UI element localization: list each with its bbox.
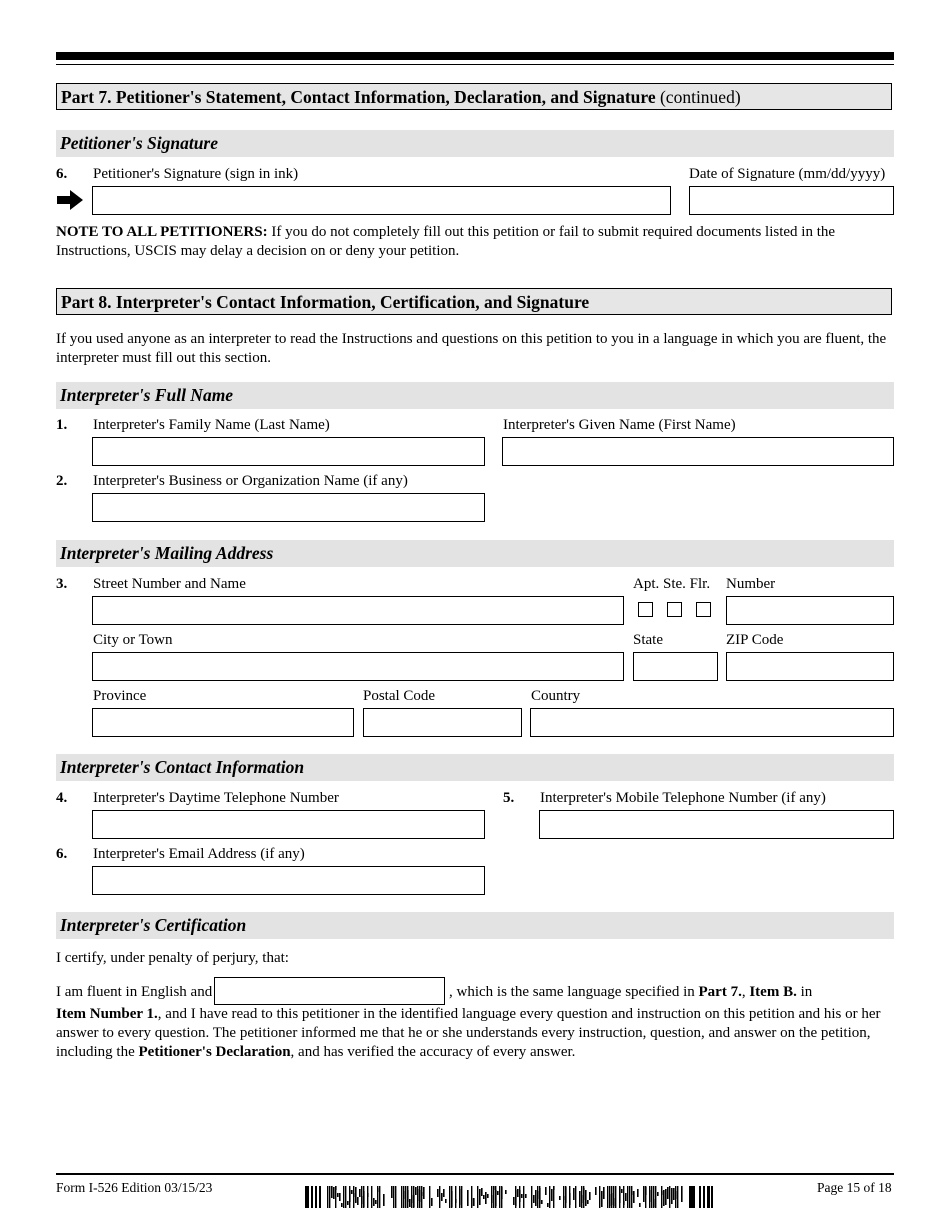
daytime-phone-label: Interpreter's Daytime Telephone Number: [93, 790, 339, 806]
mobile-phone-label: Interpreter's Mobile Telephone Number (if any): [540, 790, 826, 806]
interpreter-mailing-address-section: Interpreter's Mailing Address: [56, 540, 894, 567]
interpreter-full-name-section: Interpreter's Full Name: [56, 382, 894, 409]
apt-number-field[interactable]: [726, 596, 894, 625]
mobile-phone-field[interactable]: [539, 810, 894, 839]
item-5-number: 5.: [503, 790, 515, 806]
date-of-signature-field[interactable]: [689, 186, 894, 215]
part8-header: [56, 288, 892, 315]
petitioner-signature-field[interactable]: [92, 186, 671, 215]
interpreter-contact-section: Interpreter's Contact Information: [56, 754, 894, 781]
footer-rule: [56, 1173, 894, 1175]
street-label: Street Number and Name: [93, 576, 246, 592]
item-2-number: 2.: [56, 473, 68, 489]
email-label: Interpreter's Email Address (if any): [93, 846, 305, 862]
city-field[interactable]: [92, 652, 624, 681]
note-text: If you do not completely fill out this petition or fail to submit required documents listed in the Instructions, USCIS may delay a decision on or deny your petition.: [56, 224, 836, 259]
form-edition: Form I-526 Edition 03/15/23: [56, 1180, 213, 1195]
apt-checkbox[interactable]: [638, 602, 653, 617]
part7-header-title: Part 7. Petitioner's Statement, Contact Information, Declaration, and Signature: [61, 87, 656, 107]
certify-line: I certify, under penalty of perjury, that:: [56, 950, 289, 966]
postal-code-label: Postal Code: [363, 688, 436, 704]
family-name-label: Interpreter's Family Name (Last Name): [93, 417, 330, 433]
apt-ste-flr-label: Apt. Ste. Flr.: [633, 576, 711, 592]
country-field[interactable]: [530, 708, 894, 737]
certification-paragraph: [56, 1005, 896, 1062]
ste-checkbox[interactable]: [667, 602, 682, 617]
state-label: State: [633, 632, 663, 648]
street-field[interactable]: [92, 596, 624, 625]
item-1-number: 1.: [56, 417, 68, 433]
zip-field[interactable]: [726, 652, 894, 681]
daytime-phone-field[interactable]: [92, 810, 485, 839]
petitioner-signature-section: Petitioner's Signature: [56, 130, 894, 157]
arrow-right-icon: [57, 190, 83, 210]
country-label: Country: [531, 688, 581, 704]
city-label: City or Town: [93, 632, 173, 648]
language-field[interactable]: [214, 977, 445, 1005]
part7-header: [56, 83, 892, 110]
state-field[interactable]: [633, 652, 718, 681]
part8-intro: If you used anyone as an interpreter to read the Instructions and questions on this petition to you in a language in which you are fluent, the interpreter must fill out this section.: [56, 331, 887, 366]
interpreter-certification-section: Interpreter's Certification: [56, 912, 894, 939]
given-name-field[interactable]: [502, 437, 894, 466]
fluent-suffix-line: [449, 984, 812, 1001]
fluent-suffix: , which is the same language specified in: [449, 984, 699, 1000]
postal-code-field[interactable]: [363, 708, 522, 737]
page-number: Page 15 of 18: [817, 1180, 892, 1195]
item-6b-number: 6.: [56, 846, 68, 862]
top-rule-thin: [56, 64, 894, 65]
petitioner-signature-label: Petitioner's Signature (sign in ink): [93, 166, 299, 182]
fluent-item: Item B.: [749, 984, 797, 1000]
business-name-label: Interpreter's Business or Organization Name (if any): [93, 473, 408, 489]
part7-header-continued: (continued): [655, 87, 741, 107]
item-6-number: 6.: [56, 166, 68, 182]
fluent-prefix: I am fluent in English and: [56, 984, 213, 1000]
province-field[interactable]: [92, 708, 354, 737]
given-name-label: Interpreter's Given Name (First Name): [503, 417, 736, 433]
part8-header-title: Part 8. Interpreter's Contact Information, Certification, and Signature: [61, 292, 590, 312]
item-4-number: 4.: [56, 790, 68, 806]
zip-label: ZIP Code: [726, 632, 784, 648]
item-number-bold: Item Number 1.: [56, 1006, 158, 1022]
petitioner-declaration-bold: Petitioner's Declaration: [138, 1044, 291, 1060]
fluent-comma: ,: [741, 984, 750, 1000]
item-3-number: 3.: [56, 576, 68, 592]
date-of-signature-label: Date of Signature (mm/dd/yyyy): [689, 166, 886, 182]
cert-text-2: , and has verified the accuracy of every answer.: [290, 1044, 576, 1060]
province-label: Province: [93, 688, 147, 704]
email-field[interactable]: [92, 866, 485, 895]
fluent-part: Part 7.: [698, 984, 742, 1000]
barcode-image: [305, 1186, 713, 1208]
number-label: Number: [726, 576, 776, 592]
business-name-field[interactable]: [92, 493, 485, 522]
flr-checkbox[interactable]: [696, 602, 711, 617]
top-rule-thick: [56, 52, 894, 60]
fluent-in: in: [796, 984, 813, 1000]
cert-text-1: , and I have read to this petitioner in the identified language every question and instruction on this petition and his or her answer to every question. The petitioner informed me that he or she understands every instruction, question, and answer on the petition, including the: [56, 1006, 881, 1060]
note-to-petitioners: [56, 223, 896, 261]
family-name-field[interactable]: [92, 437, 485, 466]
note-bold: NOTE TO ALL PETITIONERS:: [56, 224, 268, 240]
